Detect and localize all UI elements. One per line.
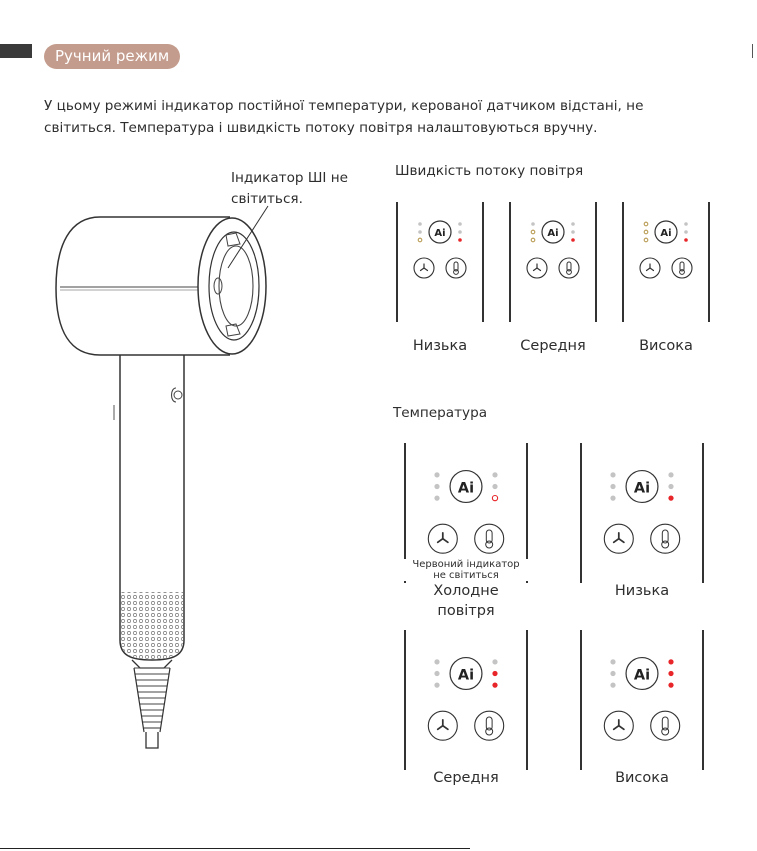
airflow-indicator-dot <box>434 659 439 664</box>
thermometer-icon <box>651 524 680 553</box>
page-edge-marker <box>752 44 753 58</box>
temperature-indicator-dot <box>458 222 462 226</box>
airflow-indicator-dot <box>644 238 648 242</box>
thermometer-icon <box>475 524 504 553</box>
thermometer-icon <box>672 258 692 278</box>
airflow-indicator-dot <box>610 671 615 676</box>
temperature-indicator-dot <box>668 484 673 489</box>
thermometer-icon <box>651 711 680 740</box>
temperature-indicator-dot <box>492 495 497 500</box>
ai-button-label: Ai <box>434 228 446 239</box>
intro-line-1: У цьому режимі індикатор постійної температури, керованої датчиком відстані, не <box>44 98 644 114</box>
temperature-indicator-dot <box>492 472 497 477</box>
control-panel <box>509 202 597 322</box>
ai-button-label: Ai <box>457 480 475 497</box>
page-tab-marker <box>0 44 32 58</box>
temperature-indicator-dot <box>458 238 462 242</box>
airflow-level-label: Висока <box>639 338 693 354</box>
airflow-indicator-dot <box>644 222 648 226</box>
airflow-indicator-dot <box>418 222 422 226</box>
airflow-indicator-dot <box>418 230 422 234</box>
temperature-level-label: Холодне <box>433 583 499 599</box>
temperature-heading: Температура <box>393 405 488 421</box>
temperature-indicator-dot <box>492 682 497 687</box>
note-line-2: не світиться <box>433 570 499 581</box>
temperature-indicator-dot <box>458 230 462 234</box>
temperature-indicator-dot <box>492 671 497 676</box>
temperature-indicator-dot <box>684 230 688 234</box>
temperature-indicator-dot <box>668 472 673 477</box>
airflow-indicator-dot <box>610 659 615 664</box>
airflow-indicator-dot <box>610 472 615 477</box>
temperature-indicator-dot <box>571 222 575 226</box>
temperature-indicator-dot <box>571 230 575 234</box>
red-indicator-note <box>400 559 532 581</box>
temperature-level-label-2: повітря <box>437 603 495 619</box>
ai-button-label: Ai <box>457 667 475 684</box>
section-title-pill: Ручний режим <box>44 44 180 69</box>
intro-line-2: світиться. Температура і швидкість потоку повітря налаштовуються вручну. <box>44 120 598 136</box>
ai-button-label: Ai <box>660 228 672 239</box>
temperature-indicator-dot <box>684 222 688 226</box>
airflow-indicator-dot <box>434 495 439 500</box>
note-line-1: Червоний індикатор <box>412 559 520 570</box>
airflow-indicator-dot <box>418 238 422 242</box>
airflow-indicator-dot <box>531 238 535 242</box>
temperature-indicator-dot <box>684 238 688 242</box>
airflow-level-label: Середня <box>520 338 586 354</box>
ai-button-label: Ai <box>633 480 651 497</box>
airflow-indicator-dot <box>434 484 439 489</box>
control-panel <box>404 630 528 770</box>
thermometer-icon <box>446 258 466 278</box>
callout-line-2: світиться. <box>231 191 303 207</box>
airflow-indicator-dot <box>610 682 615 687</box>
airflow-indicator-dot <box>610 495 615 500</box>
temperature-indicator-dot <box>668 682 673 687</box>
airflow-indicator-dot <box>531 230 535 234</box>
airflow-indicator-dot <box>434 671 439 676</box>
control-panel <box>580 630 704 770</box>
thermometer-icon <box>475 711 504 740</box>
airflow-indicator-dot <box>644 230 648 234</box>
airflow-heading: Швидкість потоку повітря <box>395 163 584 179</box>
airflow-level-label: Низька <box>412 338 468 354</box>
temperature-indicator-dot <box>492 484 497 489</box>
temperature-indicator-dot <box>571 238 575 242</box>
thermometer-icon <box>559 258 579 278</box>
control-panel <box>622 202 710 322</box>
intro-paragraph <box>44 95 724 139</box>
temperature-indicator-dot <box>668 671 673 676</box>
callout-line-1: Індикатор ШІ не <box>231 170 348 186</box>
airflow-indicator-dot <box>610 484 615 489</box>
airflow-indicator-dot <box>531 222 535 226</box>
ai-button-label: Ai <box>633 667 651 684</box>
airflow-indicator-dot <box>434 472 439 477</box>
temperature-level-label: Середня <box>433 770 499 786</box>
temperature-indicator-dot <box>668 659 673 664</box>
control-panel <box>396 202 484 322</box>
airflow-indicator-dot <box>434 682 439 687</box>
ai-button-label: Ai <box>547 228 559 239</box>
temperature-level-label: Низька <box>614 583 670 599</box>
hair-dryer-illustration <box>40 200 280 760</box>
temperature-indicator-dot <box>668 495 673 500</box>
temperature-level-label: Висока <box>615 770 669 786</box>
control-panel <box>580 443 704 583</box>
temperature-indicator-dot <box>492 659 497 664</box>
bottom-rule <box>0 848 470 849</box>
